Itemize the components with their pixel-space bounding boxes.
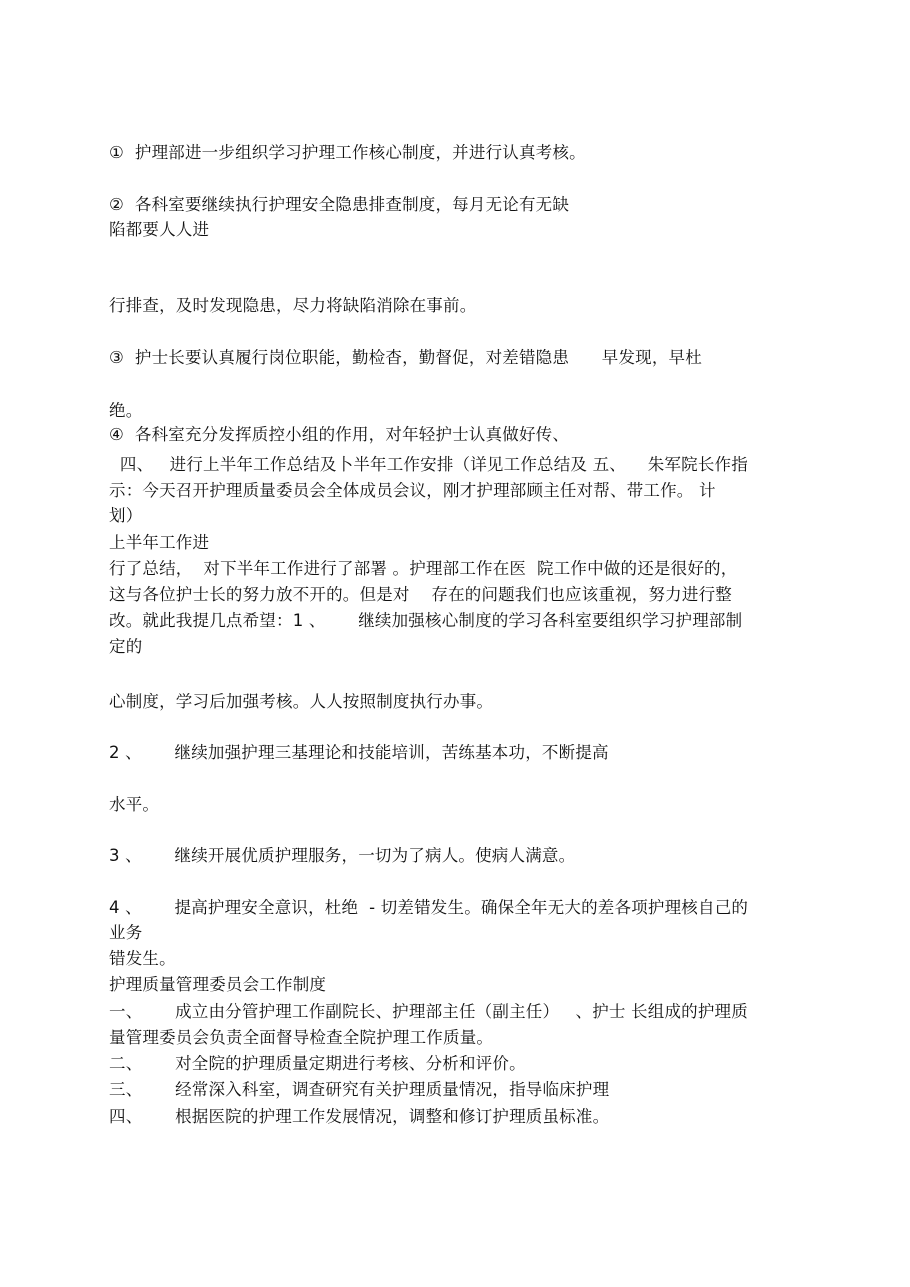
text-line: 二、 对全院的护理质量定期进行考核、分析和评价。	[109, 1054, 526, 1073]
text-line: 2 、 继续加强护理三基理论和技能培训，苦练基本功，不断提高	[109, 743, 609, 762]
text-line: 定的	[109, 637, 143, 656]
text-line: 四、 根据医院的护理工作发展情况，调整和修订护理质虽标准。	[109, 1107, 610, 1126]
text-line: 改。就此我提几点希望：1 、 继续加强核心制度的学习各科室要组织学习护理部制	[109, 611, 743, 630]
text-line: 行了总结， 对下半年工作进行了部署 。护理部工作在医 院工作中做的还是很好的，	[109, 559, 738, 578]
text-line: 上半年工作进	[109, 533, 210, 552]
text-line: 划）	[109, 506, 143, 525]
text-line: 绝。	[109, 401, 143, 420]
text-line: ② 各科室要继续执行护理安全隐患排查制度，每月无论有无缺	[109, 195, 570, 214]
text-line: 行排查，及时发现隐患，尽力将缺陷消除在事前。	[109, 296, 477, 315]
text-line: 示：今天召开护理质量委员会全体成员会议，刚才护理部顾主任对帮、带工作。 计	[109, 481, 716, 500]
text-line: 这与各位护士长的努力放不开的。但是对 存在的问题我们也应该重视，努力进行整	[109, 585, 732, 604]
section-heading: 护理质量管理委员会工作制度	[109, 975, 327, 994]
text-line: 三、 经常深入科室，调查研究有关护理质量情况，指导临床护理	[109, 1080, 610, 1099]
text-line: 四、 进行上半年工作总结及卜半年工作安排（详见工作总结及 五、 朱军院长作指	[109, 455, 748, 474]
text-line: 量管理委员会负责全面督导检查全院护理工作质量。	[109, 1028, 494, 1047]
text-line: 3 、 继续开展优质护理服务，一切为了病人。使病人满意。	[109, 846, 576, 865]
text-line: ③ 护士长要认真履行岗位职能，勤检杳，勤督促，对差错隐患 早发现，早杜	[109, 348, 702, 367]
text-line: 一、 成立由分管护理工作副院长、护理部主任（副主任） 、护士 长组成的护理质	[109, 1002, 748, 1021]
text-line: 4 、 提高护理安全意识，杜绝 - 切差错发生。确保全年无大的差各项护理核自己的	[109, 898, 749, 917]
text-line: ④ 各科室充分发挥质控小组的作用，对年轻护士认真做好传、	[109, 425, 570, 444]
text-line: 陷都要人人进	[109, 220, 210, 239]
text-line: 水平。	[109, 795, 160, 814]
text-line: 错发生。	[109, 949, 176, 968]
text-line: 心制度，学习后加强考核。人人按照制度执行办事。	[109, 692, 494, 711]
text-line: 业务	[109, 923, 143, 942]
text-line: ① 护理部进一步组织学习护理工作核心制度，并进行认真考核。	[109, 143, 586, 162]
